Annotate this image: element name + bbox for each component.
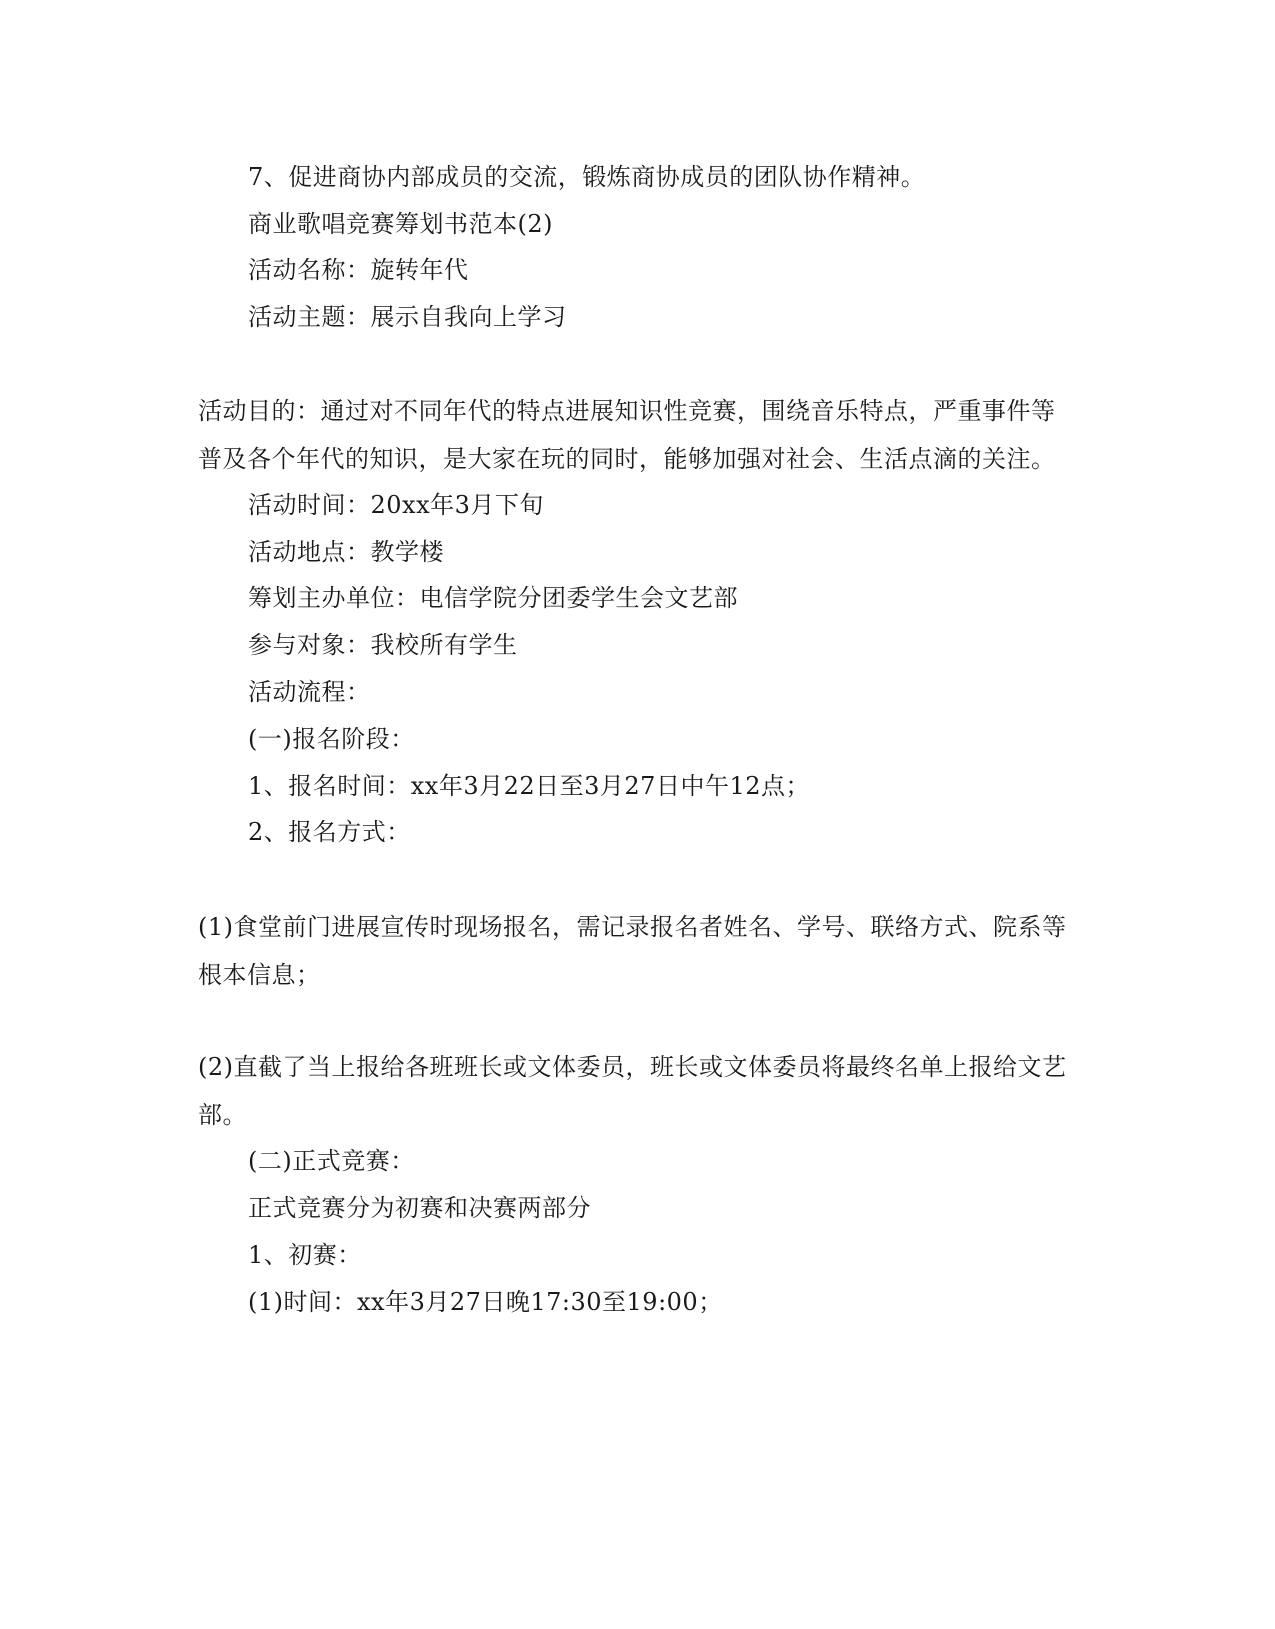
preliminary-time: (1)时间：xx年3月27日晚17:30至19:00； [248,1288,723,1316]
activity-purpose: 活动目的：通过对不同年代的特点进展知识性竞赛，围绕音乐特点，严重事件等普及各个年代的知识，是大家在玩的同时，能够加强对社会、生活点滴的关注。 [198,397,1056,473]
activity-process: 活动流程： [248,678,371,706]
preliminary-round: 1、初赛： [248,1241,362,1269]
activity-location: 活动地点：教学楼 [248,538,444,566]
activity-theme: 活动主题：展示自我向上学习 [248,303,567,331]
activity-time: 活动时间：20xx年3月下旬 [248,491,544,519]
registration-method-1: (1)食堂前门进展宣传时现场报名，需记录报名者姓名、学号、联络方式、院系等根本信息； [198,913,1067,989]
activity-name: 活动名称：旋转年代 [248,256,469,284]
organizer: 筹划主办单位：电信学院分团委学生会文艺部 [248,584,738,612]
paragraph-item-7: 7、促进商协内部成员的交流，锻炼商协成员的团队协作精神。 [248,163,926,191]
competition-parts: 正式竞赛分为初赛和决赛两部分 [248,1194,591,1222]
registration-method: 2、报名方式： [248,818,411,846]
section-heading: 商业歌唱竞赛筹划书范本(2) [248,210,553,238]
registration-stage: (一)报名阶段： [248,725,415,753]
participants: 参与对象：我校所有学生 [248,631,518,659]
formal-competition: (二)正式竞赛： [248,1147,415,1175]
registration-method-2: (2)直截了当上报给各班班长或文体委员，班长或文体委员将最终名单上报给文艺部。 [198,1053,1067,1129]
registration-time: 1、报名时间：xx年3月22日至3月27日中午12点； [248,772,810,800]
